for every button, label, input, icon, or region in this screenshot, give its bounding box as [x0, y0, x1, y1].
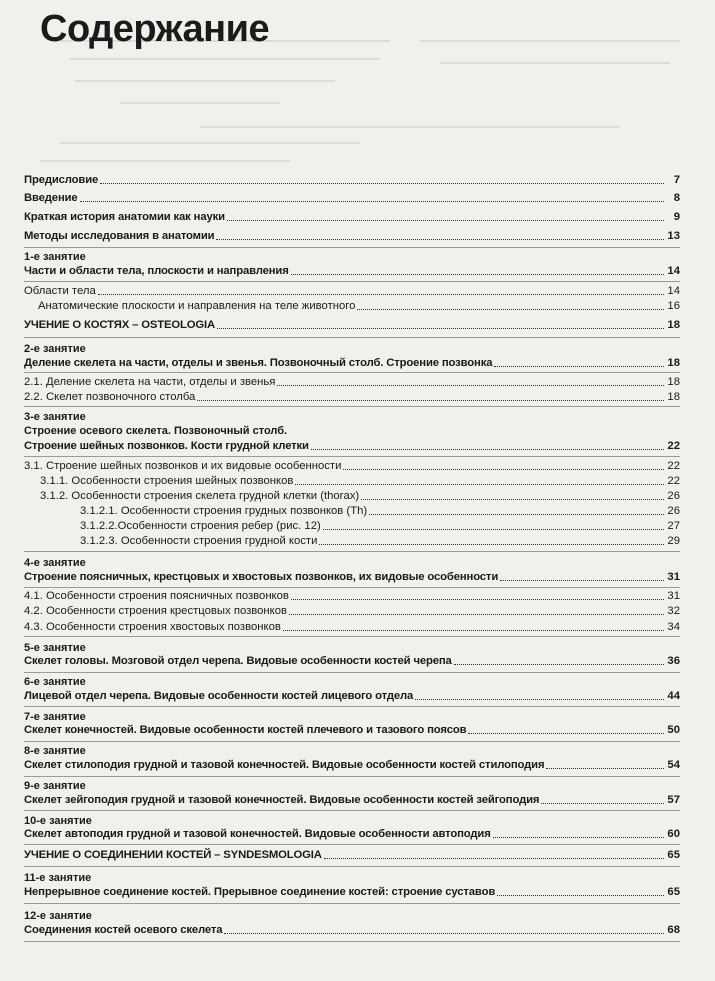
toc-entry-4-2[interactable]: 4.2. Особенности строения крестцовых позвонков 32 — [24, 605, 680, 617]
leader-dots — [283, 630, 664, 631]
lesson-3-title-line: Строение осевого скелета. Позвоночный столб. — [24, 425, 288, 437]
leader-dots — [369, 514, 664, 515]
leader-dots — [291, 599, 664, 600]
toc-entry-lesson-6[interactable]: Лицевой отдел черепа. Видовые особенности костей лицевого отдела 44 — [24, 690, 680, 702]
leader-dots — [415, 699, 664, 700]
lesson-label: 1-е занятие — [24, 251, 86, 263]
toc-entry-osteologia[interactable]: УЧЕНИЕ О КОСТЯХ – OSTEOLOGIA 18 — [24, 319, 680, 331]
leader-dots — [500, 580, 664, 581]
toc-entry-3-1[interactable]: 3.1. Строение шейных позвонков и их видовые особенности 22 — [24, 460, 680, 472]
toc-entry-lesson-7[interactable]: Скелет конечностей. Видовые особенности костей плечевого и тазового поясов 50 — [24, 724, 680, 736]
leader-dots — [357, 309, 664, 310]
lesson-label: 6-е занятие — [24, 676, 86, 688]
toc-entry-2-2[interactable]: 2.2. Скелет позвоночного столба 18 — [24, 391, 680, 403]
leader-dots — [277, 385, 664, 386]
toc-entry-syndesmologia[interactable]: УЧЕНИЕ О СОЕДИНЕНИИ КОСТЕЙ – SYNDESMOLOGIA 65 — [24, 849, 680, 861]
toc-entry-3-1-2-3[interactable]: 3.1.2.3. Особенности строения грудной кости 29 — [80, 535, 680, 547]
lesson-label: 10-е занятие — [24, 815, 92, 827]
leader-dots — [295, 484, 664, 485]
lesson-label: 2-е занятие — [24, 343, 86, 355]
leader-dots — [227, 220, 664, 221]
leader-dots — [80, 201, 664, 202]
section-divider — [24, 706, 680, 707]
lesson-label: 9-е занятие — [24, 780, 86, 792]
toc-entry-lesson-1[interactable]: Части и области тела, плоскости и направления 14 — [24, 265, 680, 277]
toc-entry-lesson-12[interactable]: Соединения костей осевого скелета 68 — [24, 924, 680, 936]
leader-dots — [289, 614, 664, 615]
leader-dots — [100, 183, 664, 184]
leader-dots — [361, 499, 664, 500]
section-divider — [24, 337, 680, 338]
leader-dots — [497, 895, 664, 896]
leader-dots — [454, 664, 664, 665]
section-divider — [24, 281, 680, 282]
leader-dots — [494, 366, 664, 367]
toc-entry-planes[interactable]: Анатомические плоскости и направления на теле животного 16 — [38, 300, 680, 312]
toc-entry-3-1-1[interactable]: 3.1.1. Особенности строения шейных позвонков 22 — [40, 475, 680, 487]
section-divider — [24, 406, 680, 407]
toc-entry-4-1[interactable]: 4.1. Особенности строения поясничных позвонков 31 — [24, 590, 680, 602]
toc-entry-lesson-8[interactable]: Скелет стилоподия грудной и тазовой конечностей. Видовые особенности костей стилоподия 54 — [24, 759, 680, 771]
section-divider — [24, 456, 680, 457]
section-divider — [24, 372, 680, 373]
leader-dots — [323, 529, 664, 530]
section-divider — [24, 810, 680, 811]
section-divider — [24, 551, 680, 552]
toc-entry-lesson-11[interactable]: Непрерывное соединение костей. Прерывное соединение костей: строение суставов 65 — [24, 886, 680, 898]
section-divider — [24, 636, 680, 637]
toc-entry-body-regions[interactable]: Области тела 14 — [24, 285, 680, 297]
toc-entry-intro[interactable]: Введение 8 — [24, 192, 680, 204]
page-title: Содержание — [40, 8, 270, 50]
toc-entry-2-1[interactable]: 2.1. Деление скелета на части, отделы и звенья 18 — [24, 376, 680, 388]
toc-entry-3-1-2-1[interactable]: 3.1.2.1. Особенности строения грудных позвонков (Th) 26 — [80, 505, 680, 517]
leader-dots — [541, 803, 664, 804]
section-divider — [24, 247, 680, 248]
section-divider — [24, 776, 680, 777]
lesson-label: 3-е занятие — [24, 411, 86, 423]
toc-entry-lesson-9[interactable]: Скелет зейгоподия грудной и тазовой конечностей. Видовые особенности костей зейгоподия 57 — [24, 794, 680, 806]
leader-dots — [343, 469, 664, 470]
toc-entry-lesson-5[interactable]: Скелет головы. Мозговой отдел черепа. Видовые особенности костей черепа 36 — [24, 655, 680, 667]
lesson-label: 5-е занятие — [24, 642, 86, 654]
section-divider — [24, 844, 680, 845]
toc-entry-lesson-2[interactable]: Деление скелета на части, отделы и звенья. Позвоночный столб. Строение позвонка 18 — [24, 357, 680, 369]
leader-dots — [217, 328, 664, 329]
lesson-label: 4-е занятие — [24, 557, 86, 569]
leader-dots — [216, 239, 664, 240]
leader-dots — [546, 768, 664, 769]
toc-entry-foreword[interactable]: Предисловие 7 — [24, 174, 680, 186]
toc-entry-4-3[interactable]: 4.3. Особенности строения хвостовых позвонков 34 — [24, 621, 680, 633]
leader-dots — [224, 933, 664, 934]
leader-dots — [311, 449, 664, 450]
section-divider — [24, 941, 680, 942]
toc-entry-lesson-4[interactable]: Строение поясничных, крестцовых и хвостовых позвонков, их видовые особенности 31 — [24, 571, 680, 583]
leader-dots — [319, 544, 664, 545]
leader-dots — [493, 837, 664, 838]
leader-dots — [197, 400, 664, 401]
toc-entry-3-1-2[interactable]: 3.1.2. Особенности строения скелета грудной клетки (thorax) 26 — [40, 490, 680, 502]
lesson-label: 7-е занятие — [24, 711, 86, 723]
toc-entry-lesson-3[interactable]: Строение шейных позвонков. Кости грудной клетки 22 — [24, 440, 680, 452]
leader-dots — [468, 733, 664, 734]
leader-dots — [291, 274, 664, 275]
leader-dots — [324, 858, 664, 859]
leader-dots — [98, 294, 664, 295]
toc-entry-3-1-2-2[interactable]: 3.1.2.2.Особенности строения ребер (рис. 12) 27 — [80, 520, 680, 532]
lesson-label: 8-е занятие — [24, 745, 86, 757]
section-divider — [24, 741, 680, 742]
section-divider — [24, 903, 680, 904]
section-divider — [24, 866, 680, 867]
lesson-label: 12-е занятие — [24, 910, 92, 922]
toc-entry-methods[interactable]: Методы исследования в анатомии 13 — [24, 230, 680, 242]
toc-entry-history[interactable]: Краткая история анатомии как науки 9 — [24, 211, 680, 223]
section-divider — [24, 672, 680, 673]
lesson-label: 11-е занятие — [24, 872, 92, 884]
toc-entry-lesson-10[interactable]: Скелет автоподия грудной и тазовой конечностей. Видовые особенности автоподия 60 — [24, 828, 680, 840]
